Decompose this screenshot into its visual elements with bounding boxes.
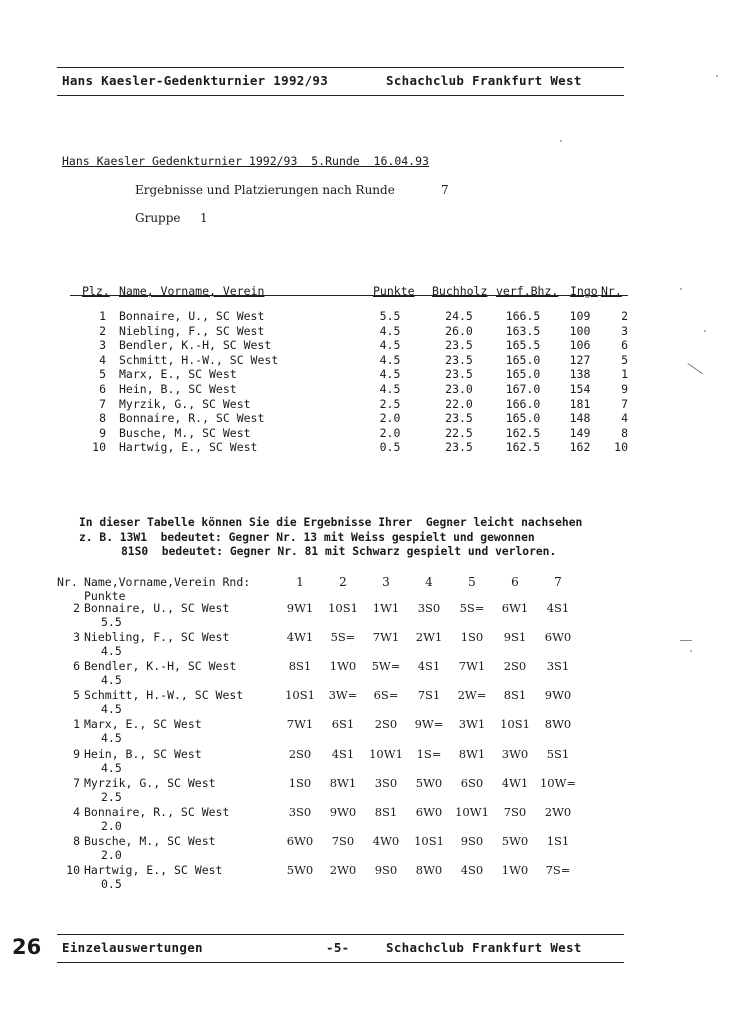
standings-name: Myrzik, G., SC West <box>119 396 251 411</box>
standings-ingo: 109 <box>569 309 591 323</box>
standings-place: 9 <box>99 425 106 440</box>
header-right-club: Schachclub Frankfurt West <box>386 73 582 88</box>
standings-buchholz: 22.5 <box>445 425 473 440</box>
crosstable-name: Schmitt, H.-W., SC West <box>84 688 244 703</box>
crosstable-result: 5W0 <box>415 775 443 790</box>
crosstable-nr: 4 <box>73 804 80 819</box>
standings-buchholz: 23.0 <box>445 382 473 396</box>
crosstable-result: 6W0 <box>544 630 572 645</box>
crosstable-result: 10S1 <box>500 717 530 732</box>
crosstable-result: 9W0 <box>544 688 572 703</box>
footer-bottom-rule <box>57 962 624 963</box>
standings-place: 10 <box>92 440 106 455</box>
standings-place: 5 <box>99 367 106 382</box>
standings-buchholz: 23.5 <box>445 411 473 426</box>
standings-points: 5.5 <box>379 309 401 323</box>
crosstable-name: Hartwig, E., SC West <box>84 862 223 877</box>
crosstable-result: 10W1 <box>455 804 489 819</box>
explanation-line-3: 81S0 bedeutet: Gegner Nr. 81 mit Schwarz gespielt und verloren. <box>121 545 557 558</box>
standings-points: 4.5 <box>379 323 401 338</box>
standings-ingo: 181 <box>569 396 591 411</box>
crosstable-result: 4W0 <box>372 833 400 848</box>
footer-top-rule <box>57 934 624 935</box>
crosstable-result: 3S0 <box>374 775 398 790</box>
crosstable-result: 3S0 <box>288 804 312 819</box>
crosstable-result: 1W0 <box>329 659 357 674</box>
crosstable-result: 4S1 <box>331 746 355 761</box>
crosstable-name: Marx, E., SC West <box>84 717 202 732</box>
header-left-title: Hans Kaesler-Gedenkturnier 1992/93 <box>62 73 329 88</box>
standings-place: 1 <box>99 309 106 323</box>
crosstable-result: 4S1 <box>546 601 570 615</box>
standings-buchholz: 22.0 <box>445 396 473 411</box>
crosstable-result: 1S0 <box>288 775 312 790</box>
standings-verf-bhz: 163.5 <box>505 323 541 338</box>
standings-place: 2 <box>99 323 106 338</box>
standings-verf-bhz: 165.5 <box>505 338 541 353</box>
standings-name: Bonnaire, R., SC West <box>119 411 265 426</box>
crosstable-points: 4.5 <box>101 702 122 717</box>
crosstable-result: 7S= <box>545 862 571 877</box>
standings-nr: 2 <box>621 309 628 323</box>
crosstable-result: 7S1 <box>417 688 441 703</box>
crosstable-round-header: 6 <box>511 575 519 589</box>
crosstable-points: 5.5 <box>101 615 122 629</box>
crosstable-nr: 9 <box>73 746 80 761</box>
standings-nr: 3 <box>621 323 628 338</box>
crosstable-result: 6S= <box>373 688 399 703</box>
crosstable-result: 2W0 <box>329 862 357 877</box>
standings-name: Busche, M., SC West <box>119 425 251 440</box>
group-value: 1 <box>200 211 208 225</box>
footer-right: Schachclub Frankfurt West <box>386 940 582 955</box>
standings-name: Bendler, K.-H, SC West <box>119 338 272 353</box>
crosstable-nr: 5 <box>73 688 80 703</box>
crosstable-header-name: Name,Vorname,Verein Rnd: <box>84 575 251 589</box>
explanation-line-1: In dieser Tabelle können Sie die Ergebnisse Ihrer Gegner leicht nachsehen <box>79 516 583 529</box>
crosstable-result: 10S1 <box>328 601 358 615</box>
standings-name: Niebling, F., SC West <box>119 323 265 338</box>
scan-speck <box>560 140 562 142</box>
standings-ingo: 162 <box>569 440 591 455</box>
crosstable-result: 8W0 <box>415 862 443 877</box>
standings-header-nr: Nr. <box>601 284 622 298</box>
header-top-rule <box>57 67 624 68</box>
crosstable-nr: 2 <box>73 601 80 615</box>
crosstable-result: 10W1 <box>369 746 403 761</box>
crosstable-points: 4.5 <box>101 673 122 688</box>
standings-ingo: 100 <box>569 323 591 338</box>
standings-points: 0.5 <box>379 440 401 455</box>
crosstable-result: 6W0 <box>415 804 443 819</box>
group-label: Gruppe <box>135 211 181 225</box>
standings-verf-bhz: 162.5 <box>505 425 541 440</box>
standings-ingo: 148 <box>569 411 591 426</box>
crosstable-round-header: 7 <box>554 575 562 589</box>
crosstable-result: 3W= <box>328 688 358 703</box>
standings-buchholz: 24.5 <box>445 309 473 323</box>
footer-left: Einzelauswertungen <box>62 940 203 955</box>
crosstable-result: 7W1 <box>458 659 486 674</box>
standings-name: Schmitt, H.-W., SC West <box>119 352 279 367</box>
standings-place: 6 <box>99 382 106 396</box>
crosstable-result: 1W0 <box>501 862 529 877</box>
crosstable-points: 4.5 <box>101 731 122 746</box>
standings-points: 4.5 <box>379 338 401 353</box>
crosstable-result: 5W0 <box>286 862 314 877</box>
crosstable-round-header: 2 <box>339 575 347 589</box>
standings-ingo: 127 <box>569 352 591 367</box>
standings-place: 3 <box>99 338 106 353</box>
crosstable-result: 1S0 <box>460 630 484 645</box>
crosstable-round-header: 1 <box>296 575 304 589</box>
standings-points: 2.5 <box>379 396 401 411</box>
standings-ingo: 106 <box>569 338 591 353</box>
standings-header-buchholz: Buchholz <box>432 284 488 298</box>
crosstable-result: 10S1 <box>414 833 444 848</box>
crosstable-result: 9S0 <box>460 833 484 848</box>
crosstable-result: 8W0 <box>544 717 572 732</box>
standings-points: 4.5 <box>379 367 401 382</box>
crosstable-result: 9W0 <box>329 804 357 819</box>
crosstable-name: Myrzik, G., SC West <box>84 775 216 790</box>
standings-verf-bhz: 165.0 <box>505 367 541 382</box>
standings-name: Hein, B., SC West <box>119 382 237 396</box>
crosstable-result: 8S1 <box>503 688 527 703</box>
page-number: 26 <box>12 935 42 959</box>
scan-speck <box>687 363 702 374</box>
crosstable-result: 7W1 <box>372 630 400 645</box>
crosstable-result: 4W1 <box>286 630 314 645</box>
crosstable-result: 2W= <box>457 688 487 703</box>
standings-ingo: 154 <box>569 382 591 396</box>
crosstable-points: 2.0 <box>101 847 122 862</box>
standings-name: Hartwig, E., SC West <box>119 440 258 455</box>
tournament-title-line: Hans Kaesler Gedenkturnier 1992/93 5.Runde 16.04.93 <box>62 154 429 168</box>
crosstable-result: 5S= <box>330 630 356 645</box>
standings-verf-bhz: 166.0 <box>505 396 541 411</box>
crosstable-points: 4.5 <box>101 760 122 775</box>
standings-header-ingo: Ingo <box>570 284 598 298</box>
crosstable-result: 2S0 <box>503 659 527 674</box>
crosstable-result: 10W= <box>539 775 577 790</box>
standings-points: 4.5 <box>379 382 401 396</box>
standings-header-rule <box>70 295 628 296</box>
standings-nr: 8 <box>621 425 628 440</box>
crosstable-round-header: 4 <box>425 575 433 589</box>
crosstable-result: 6S1 <box>331 717 355 732</box>
standings-buchholz: 23.5 <box>445 338 473 353</box>
standings-nr: 7 <box>621 396 628 411</box>
standings-buchholz: 26.0 <box>445 323 473 338</box>
crosstable-result: 10S1 <box>285 688 315 703</box>
crosstable-name: Bendler, K.-H, SC West <box>84 659 237 674</box>
crosstable-result: 9W1 <box>286 601 314 615</box>
standings-name: Bonnaire, U., SC West <box>119 309 265 323</box>
crosstable-result: 7W1 <box>286 717 314 732</box>
crosstable-result: 2W1 <box>415 630 443 645</box>
crosstable-round-header: 3 <box>382 575 390 589</box>
crosstable-name: Hein, B., SC West <box>84 746 202 761</box>
crosstable-result: 5W0 <box>501 833 529 848</box>
explanation-line-2: z. B. 13W1 bedeutet: Gegner Nr. 13 mit Weiss gespielt und gewonnen <box>79 531 535 544</box>
crosstable-result: 5S= <box>459 601 485 615</box>
footer-center: -5- <box>326 940 350 955</box>
standings-ingo: 149 <box>569 425 591 440</box>
crosstable-nr: 10 <box>66 862 80 877</box>
crosstable-result: 6S0 <box>460 775 484 790</box>
crosstable-nr: 8 <box>73 833 80 848</box>
scan-speck <box>680 640 692 641</box>
standings-verf-bhz: 166.5 <box>505 309 541 323</box>
crosstable-header-points: Punkte <box>84 589 126 603</box>
standings-header-points: Punkte <box>373 284 415 298</box>
crosstable-result: 6W0 <box>286 833 314 848</box>
standings-name: Marx, E., SC West <box>119 367 237 382</box>
crosstable-result: 5S1 <box>546 746 570 761</box>
crosstable-result: 8S1 <box>374 804 398 819</box>
crosstable-result: 7S0 <box>331 833 355 848</box>
crosstable-result: 2S0 <box>288 746 312 761</box>
crosstable-result: 7S0 <box>503 804 527 819</box>
crosstable-result: 8W1 <box>458 746 486 761</box>
crosstable-result: 3S0 <box>417 601 441 615</box>
crosstable-result: 4S0 <box>460 862 484 877</box>
standings-verf-bhz: 162.5 <box>505 440 541 455</box>
standings-verf-bhz: 165.0 <box>505 352 541 367</box>
crosstable-points: 2.0 <box>101 818 122 833</box>
crosstable-result: 1S= <box>416 746 442 761</box>
standings-buchholz: 23.5 <box>445 367 473 382</box>
crosstable-result: 8W1 <box>329 775 357 790</box>
results-subtitle: Ergebnisse und Platzierungen nach Runde <box>135 183 395 197</box>
crosstable-nr: 3 <box>73 630 80 645</box>
standings-nr: 6 <box>621 338 628 353</box>
crosstable-points: 0.5 <box>101 876 122 891</box>
crosstable-result: 4S1 <box>417 659 441 674</box>
crosstable-result: 3W0 <box>501 746 529 761</box>
crosstable-name: Bonnaire, U., SC West <box>84 601 230 615</box>
standings-nr: 10 <box>614 440 628 455</box>
crosstable-points: 2.5 <box>101 789 122 804</box>
crosstable-result: 8S1 <box>288 659 312 674</box>
crosstable-result: 9W= <box>414 717 444 732</box>
crosstable-result: 3S1 <box>546 659 570 674</box>
crosstable-result: 1S1 <box>546 833 570 848</box>
crosstable-result: 9S0 <box>374 862 398 877</box>
standings-verf-bhz: 165.0 <box>505 411 541 426</box>
crosstable-result: 9S1 <box>503 630 527 645</box>
results-round: 7 <box>441 183 449 197</box>
standings-place: 8 <box>99 411 106 426</box>
crosstable-name: Niebling, F., SC West <box>84 630 230 645</box>
standings-nr: 9 <box>621 382 628 396</box>
crosstable-result: 5W= <box>371 659 401 674</box>
crosstable-nr: 7 <box>73 775 80 790</box>
standings-header-verf: verf.Bhz. <box>496 284 559 298</box>
crosstable-result: 6W1 <box>501 601 529 615</box>
crosstable-name: Bonnaire, R., SC West <box>84 804 230 819</box>
standings-header-name: Name, Vorname, Verein <box>119 284 265 298</box>
crosstable-result: 1W1 <box>372 601 400 615</box>
crosstable-result: 2S0 <box>374 717 398 732</box>
crosstable-nr: 6 <box>73 659 80 674</box>
standings-nr: 5 <box>621 352 628 367</box>
scan-speck <box>690 650 692 652</box>
standings-points: 4.5 <box>379 352 401 367</box>
standings-buchholz: 23.5 <box>445 352 473 367</box>
standings-place: 4 <box>99 352 106 367</box>
standings-buchholz: 23.5 <box>445 440 473 455</box>
crosstable-nr: 1 <box>73 717 80 732</box>
standings-verf-bhz: 167.0 <box>505 382 541 396</box>
standings-points: 2.0 <box>379 411 401 426</box>
standings-ingo: 138 <box>569 367 591 382</box>
crosstable-result: 2W0 <box>544 804 572 819</box>
scan-speck <box>704 330 706 332</box>
header-bottom-rule <box>57 95 624 96</box>
standings-points: 2.0 <box>379 425 401 440</box>
crosstable-round-header: 5 <box>468 575 476 589</box>
scan-speck <box>680 288 682 290</box>
crosstable-result: 3W1 <box>458 717 486 732</box>
standings-header-place: Plz. <box>82 284 110 298</box>
standings-nr: 4 <box>621 411 628 426</box>
crosstable-header-nr: Nr. <box>57 575 78 589</box>
crosstable-name: Busche, M., SC West <box>84 833 216 848</box>
crosstable-result: 4W1 <box>501 775 529 790</box>
crosstable-points: 4.5 <box>101 644 122 659</box>
standings-nr: 1 <box>621 367 628 382</box>
scan-speck <box>716 75 718 77</box>
standings-place: 7 <box>99 396 106 411</box>
